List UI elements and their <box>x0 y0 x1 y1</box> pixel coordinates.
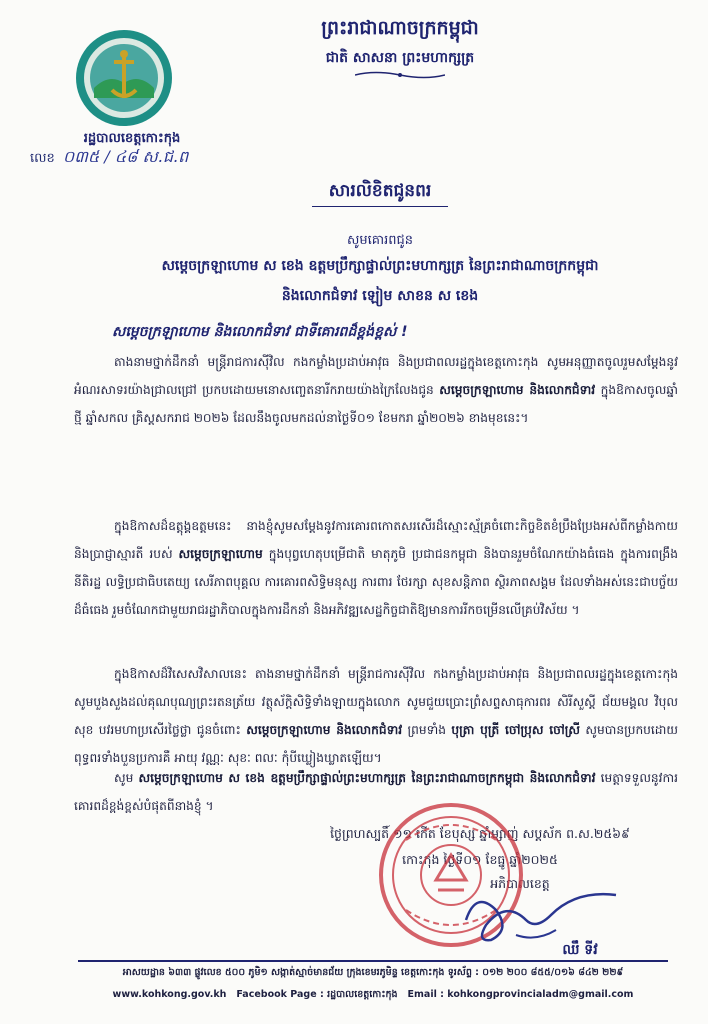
p4-text-c: មេត្តាទទួលនូវការគោរពដ៏ខ្ពង់ខ្ពស់បំផុតពីនាងខ្ញុំ ។ <box>74 771 679 813</box>
p2-text-b: សម្តេចក្រឡាហោម <box>178 547 263 561</box>
document-title: សារលិខិតជូនពរ <box>328 181 432 201</box>
paragraph-3 <box>74 660 678 772</box>
national-motto: ជាតិ សាសនា ព្រះមហាក្សត្រ <box>325 50 475 66</box>
p1-text-a: តាងនាមថ្នាក់ដឹកនាំ មន្ត្រីរាជការស៊ីវិល កងកម្លាំងប្រដាប់អាវុធ និងប្រជាពលរដ្ឋក្នុងខេត្តកោះកុង សូមអនុញ្ញាតចូលរួមសម្តែងនូវអំណរសាទរយ៉ាងជ្រាលជ្រៅ ប្រកបដោយមនោសញ្ចេតនារីករាយយ៉ាងក្រៃលែងជូន <box>74 355 678 397</box>
paragraph-1 <box>74 348 678 432</box>
header-ornament-icon <box>355 70 445 80</box>
p4-text-a: សូម <box>114 771 134 785</box>
solar-date: កោះកុង ថ្ងៃទី០១ ខែធ្នូ ឆ្នាំ២០២៥ <box>402 852 558 867</box>
footer-divider <box>78 960 668 962</box>
footer-contacts <box>78 988 668 1002</box>
p2-text-a: ក្នុងឱកាសដ៏ឧត្តុង្គឧត្តមនេះ នាងខ្ញុំសូមសម្តែងនូវការគោរពកោតសរសើរដ៏ស្មោះស្ម័គ្រចំពោះកិច្ចខិតខំប្រឹងប្រែងអស់ពីកម្លាំងកាយ និងប្រាជ្ញាស្មារតី របស់ <box>74 519 678 561</box>
issuing-authority: រដ្ឋបាលខេត្តកោះកុង <box>83 131 181 146</box>
p3-text-e: សូមបានប្រកបដោយពុទ្ធពរទាំងបួនប្រការគឺ អាយុ វណ្ណៈ សុខៈ ពលៈ កុំបីឃ្លៀងឃ្លាតឡើយ។ <box>74 723 678 765</box>
footer-address: អាសយដ្ឋាន ៦៣៣ ផ្លូវលេខ ៥០០ ភូមិ១ សង្កាត់ស្មាច់មានជ័យ ក្រុងខេមរភូមិន្ទ ខេត្តកោះកុង ទូរស័ព្ទ : ០១២ ២០០ ៨៥៥/០១៦ ៨៤២ ២២៩ <box>122 967 624 978</box>
footer-facebook-label: Facebook Page : <box>236 989 324 1000</box>
addressee-line-2: និងលោកជំទាវ ឡៀម សាខន ស ខេង <box>281 288 479 304</box>
paragraph-2 <box>74 512 678 624</box>
provincial-emblem-icon <box>74 28 174 128</box>
kingdom-heading: ព្រះរាជាណាចក្រកម្ពុជា <box>321 17 479 39</box>
footer-email-value: kohkongprovincialadm@gmail.com <box>447 989 634 1000</box>
governor-title: អភិបាលខេត្ត <box>490 876 550 891</box>
footer-facebook-value: រដ្ឋបាលខេត្តកោះកុង <box>327 989 398 1000</box>
footer-website: www.kohkong.gov.kh <box>112 989 227 1000</box>
p4-text-b: សម្តេចក្រឡាហោម ស ខេង ឧត្តមប្រឹក្សាផ្ទាល់ព្រះមហាក្សត្រ នៃព្រះរាជាណាចក្រកម្ពុជា និងលោកជំទាវ <box>138 771 596 785</box>
reference-value: ០៣៥ / ៤៨ ស.ជ.ព <box>62 147 189 166</box>
lunar-date: ថ្ងៃព្រហស្បតិ៍ ១១ កើត ខែបុស្ស ឆ្នាំម្សាញ់ សប្តស័ក ព.ស.២៥៦៩ <box>330 826 630 841</box>
p3-text-d: បុត្រា បុត្រី ចៅប្រុស ចៅស្រី <box>451 723 580 737</box>
p2-text-c: ក្នុងបុព្វហេតុបម្រើជាតិ មាតុភូមិ ប្រជាជនកម្ពុជា និងបានរួមចំណែកយ៉ាងធំធេង ក្នុងការពង្រឹងនីតិរដ្ឋ លទ្ធិប្រជាធិបតេយ្យ សេរីភាពបុគ្គល ការគោរពសិទ្ធិមនុស្ស ការពារ ថែរក្សា សុខសន្តិភាព ស្ថិរភាពសង្គម ដែលទាំងអស់នេះជាបច្ច័យដ៏ធំធេង រួមចំណែកជាមួយរាជរដ្ឋាភិបាលក្នុងការដឹកនាំ និងអភិវឌ្ឍសេដ្ឋកិច្ចជាតិឱ្យមានការរីកចម្រើនលើគ្រប់វិស័យ ។ <box>74 547 679 617</box>
p1-text-b: សម្តេចក្រឡាហោម និងលោកជំទាវ <box>439 383 596 397</box>
title-underline <box>312 206 448 207</box>
p3-text-a: ក្នុងឱកាសដ៏វិសេសវិសាលនេះ តាងនាមថ្នាក់ដឹកនាំ មន្ត្រីរាជការស៊ីវិល កងកម្លាំងប្រដាប់អាវុធ និងប្រជាពលរដ្ឋក្នុងខេត្តកោះកុង សូមបួងសួងដល់គុណបុណ្យព្រះរតនត្រ័យ វត្ថុស័ក្តិសិទ្ធិទាំងឡាយក្នុងលោក សូមជួយប្រោះព្រំសព្ទសាធុការពរ សិរីសួស្តី ជ័យមង្គល វិបុលសុខ បវរមហាប្រសើរថ្លៃថ្លា ជូនចំពោះ <box>74 667 678 737</box>
salutation: សម្តេចក្រឡាហោម និងលោកជំទាវ ជាទីគោរពដ៏ខ្ពង់ខ្ពស់ ! <box>112 324 408 340</box>
reference-number <box>30 146 240 170</box>
addressee-line-1: សម្តេចក្រឡាហោម ស ខេង ឧត្តមប្រឹក្សាផ្ទាល់ព្រះមហាក្សត្រ នៃព្រះរាជាណាចក្រកម្ពុជា <box>161 258 599 274</box>
footer-email-label: Email : <box>407 989 444 1000</box>
respectfully-line: សូមគោរពជូន <box>346 233 413 248</box>
p3-text-b: សម្តេចក្រឡាហោម និងលោកជំទាវ <box>246 723 403 737</box>
p3-text-c: ព្រមទាំង <box>407 723 446 737</box>
reference-label: លេខ <box>30 151 55 166</box>
p1-text-c: ក្នុងឱកាសចូលឆ្នាំថ្មី ឆ្នាំសកល គ្រិស្តសករាជ ២០២៦ ដែលនឹងចូលមកដល់នាថ្ងៃទី០១ ខែមករា ឆ្នាំ២០២៦ ខាងមុខនេះ។ <box>74 383 679 425</box>
signer-name: ឈឹ ទីវ <box>562 942 598 958</box>
